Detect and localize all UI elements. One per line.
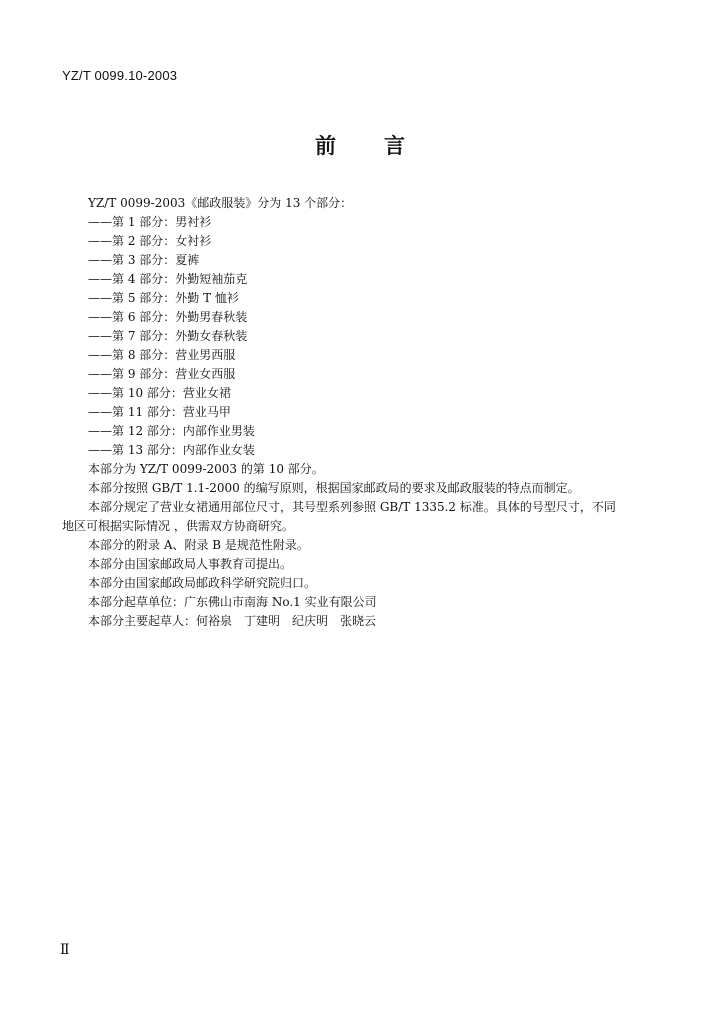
paragraph: 本部分按照 GB/T 1.1-2000 的编写原则，根据国家邮政局的要求及邮政服装的特点而制定。 [88,481,580,495]
paragraph: 本部分为 YZ/T 0099-2003 的第 10 部分。 [88,462,324,476]
paragraph-line: 地区可根据实际情况 ，供需双方协商研究。 [62,519,294,533]
list-item: ——第 10 部分：营业女裙 [88,386,231,400]
paragraph: 本部分由国家邮政局邮政科学研究院归口。 [88,576,317,590]
foreword-body [62,194,658,631]
list-item: ——第 12 部分：内部作业男装 [88,424,255,438]
list-item: ——第 3 部分：夏裤 [88,253,200,267]
list-item: ——第 6 部分：外勤男春秋装 [88,310,248,324]
list-item: ——第 11 部分：营业马甲 [88,405,231,419]
paragraph: 本部分的附录 A、附录 B 是规范性附录。 [88,538,309,552]
page-title: 前言 [315,134,453,158]
paragraph: 本部分由国家邮政局人事教育司提出。 [88,557,293,571]
document-code: YZ/T 0099.10-2003 [62,68,178,83]
paragraph: 本部分起草单位：广东佛山市南海 No.1 实业有限公司 [88,595,377,609]
list-item: ——第 5 部分：外勤 T 恤衫 [88,291,239,305]
paragraph: 本部分主要起草人：何裕泉 丁建明 纪庆明 张晓云 [88,614,377,628]
paragraph-line: 本部分规定了营业女裙通用部位尺寸，其号型系列参照 GB/T 1335.2 标准。具体的号型尺寸，不同 [88,500,616,514]
page-number: Ⅱ [60,943,70,958]
intro-line: YZ/T 0099-2003《邮政服装》分为 13 个部分： [88,196,353,210]
list-item: ——第 13 部分：内部作业女装 [88,443,255,457]
list-item: ——第 8 部分：营业男西服 [88,348,236,362]
list-item: ——第 7 部分：外勤女春秋装 [88,329,248,343]
list-item: ——第 9 部分：营业女西服 [88,367,236,381]
list-item: ——第 4 部分：外勤短袖茄克 [88,272,248,286]
list-item: ——第 2 部分：女衬衫 [88,234,212,248]
list-item: ——第 1 部分：男衬衫 [88,215,212,229]
